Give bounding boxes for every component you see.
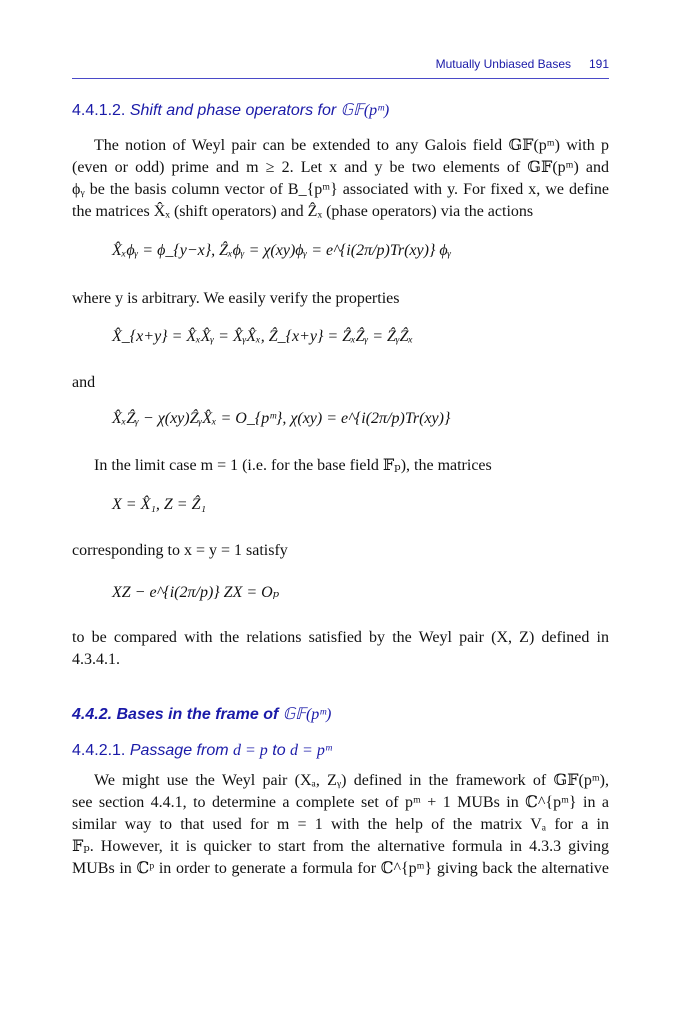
- section-heading-4-4-2: [72, 704, 331, 724]
- paragraph-line: the matrices X̂ₓ (shift operators) and Ẑₓ (phase operators) via the actions: [72, 203, 534, 220]
- header-rule: [72, 78, 609, 79]
- heading-number: 4.4.1.2.: [72, 102, 126, 119]
- paragraph-line: ϕᵧ be the basis column vector of B_{pᵐ} associated with y. For fixed x, we define: [72, 181, 609, 198]
- equation-weyl-relation: XZ − e^{i(2π/p)} ZX = Oₚ: [112, 584, 280, 601]
- paragraph-line: 𝔽ₚ. However, it is quicker to start from the alternative formula in 4.3.3 giving: [72, 838, 609, 855]
- paragraph-line: where y is arbitrary. We easily verify the properties: [72, 290, 400, 307]
- heading-title-part: to: [272, 742, 286, 759]
- equation-base-field-matrices: X = X̂₁, Z = Ẑ₁: [112, 496, 207, 513]
- heading-math: 𝔾𝔽(pᵐ): [340, 102, 390, 119]
- heading-title: Bases in the frame of: [116, 706, 279, 723]
- paragraph-line: 4.3.4.1.: [72, 651, 120, 668]
- paragraph-compare: [72, 627, 609, 671]
- paragraph-passage: [72, 770, 609, 880]
- equation-commutation: X̂ₓẐᵧ − χ(xy)ẐᵧX̂ₓ = O_{pᵐ}, χ(xy) = e^{i(2π/p)Tr(xy)}: [112, 410, 451, 427]
- section-heading-4-4-1-2: [72, 100, 389, 120]
- running-head-title: Mutually Unbiased Bases: [435, 57, 571, 71]
- paragraph-and: [72, 372, 609, 394]
- paragraph-where: [72, 288, 609, 310]
- heading-number: 4.4.2.: [72, 706, 113, 723]
- paragraph-line: similar way to that used for m = 1 with the help of the matrix Vₐ for a in: [72, 816, 609, 833]
- paragraph-line: The notion of Weyl pair can be extended to any Galois field 𝔾𝔽(pᵐ) with p: [94, 137, 609, 154]
- equation-shift-phase-actions: X̂ₓϕᵧ = ϕ_{y−x}, Ẑₓϕᵧ = χ(xy)ϕᵧ = e^{i(2π/p)Tr(xy)} ϕᵧ: [112, 242, 452, 259]
- paragraph-intro: [72, 135, 609, 223]
- paragraph-line: In the limit case m = 1 (i.e. for the base field 𝔽ₚ), the matrices: [94, 457, 492, 474]
- equation-properties: X̂_{x+y} = X̂ₓX̂ᵧ = X̂ᵧX̂ₓ, Ẑ_{x+y} = ẐₓẐᵧ = ẐᵧẐₓ: [112, 328, 414, 345]
- paragraph-limit-case: [72, 455, 609, 477]
- page-number: 191: [588, 57, 609, 71]
- heading-title-part: Passage from: [129, 742, 229, 759]
- running-head: [72, 57, 609, 75]
- paragraph-line: We might use the Weyl pair (Xₐ, Zᵧ) defined in the framework of 𝔾𝔽(pᵐ),: [94, 772, 609, 789]
- heading-math: d = pᵐ: [290, 742, 332, 759]
- heading-math: 𝔾𝔽(pᵐ): [282, 706, 332, 723]
- section-heading-4-4-2-1: [72, 742, 332, 760]
- heading-number: 4.4.2.1.: [72, 742, 126, 759]
- paragraph-corresponding: [72, 540, 609, 562]
- paragraph-line: and: [72, 374, 96, 391]
- paragraph-line: MUBs in ℂᵖ in order to generate a formula for ℂ^{pᵐ} giving back the alternative: [72, 860, 609, 877]
- heading-math: d = p: [233, 742, 268, 759]
- paragraph-line: see section 4.4.1, to determine a complete set of pᵐ + 1 MUBs in ℂ^{pᵐ} in a: [72, 794, 609, 811]
- paragraph-line: corresponding to x = y = 1 satisfy: [72, 542, 288, 559]
- heading-title: Shift and phase operators for: [129, 102, 337, 119]
- paragraph-line: to be compared with the relations satisfied by the Weyl pair (X, Z) defined in: [72, 629, 609, 646]
- paragraph-line: (even or odd) prime and m ≥ 2. Let x and y be two elements of 𝔾𝔽(pᵐ) and: [72, 159, 609, 176]
